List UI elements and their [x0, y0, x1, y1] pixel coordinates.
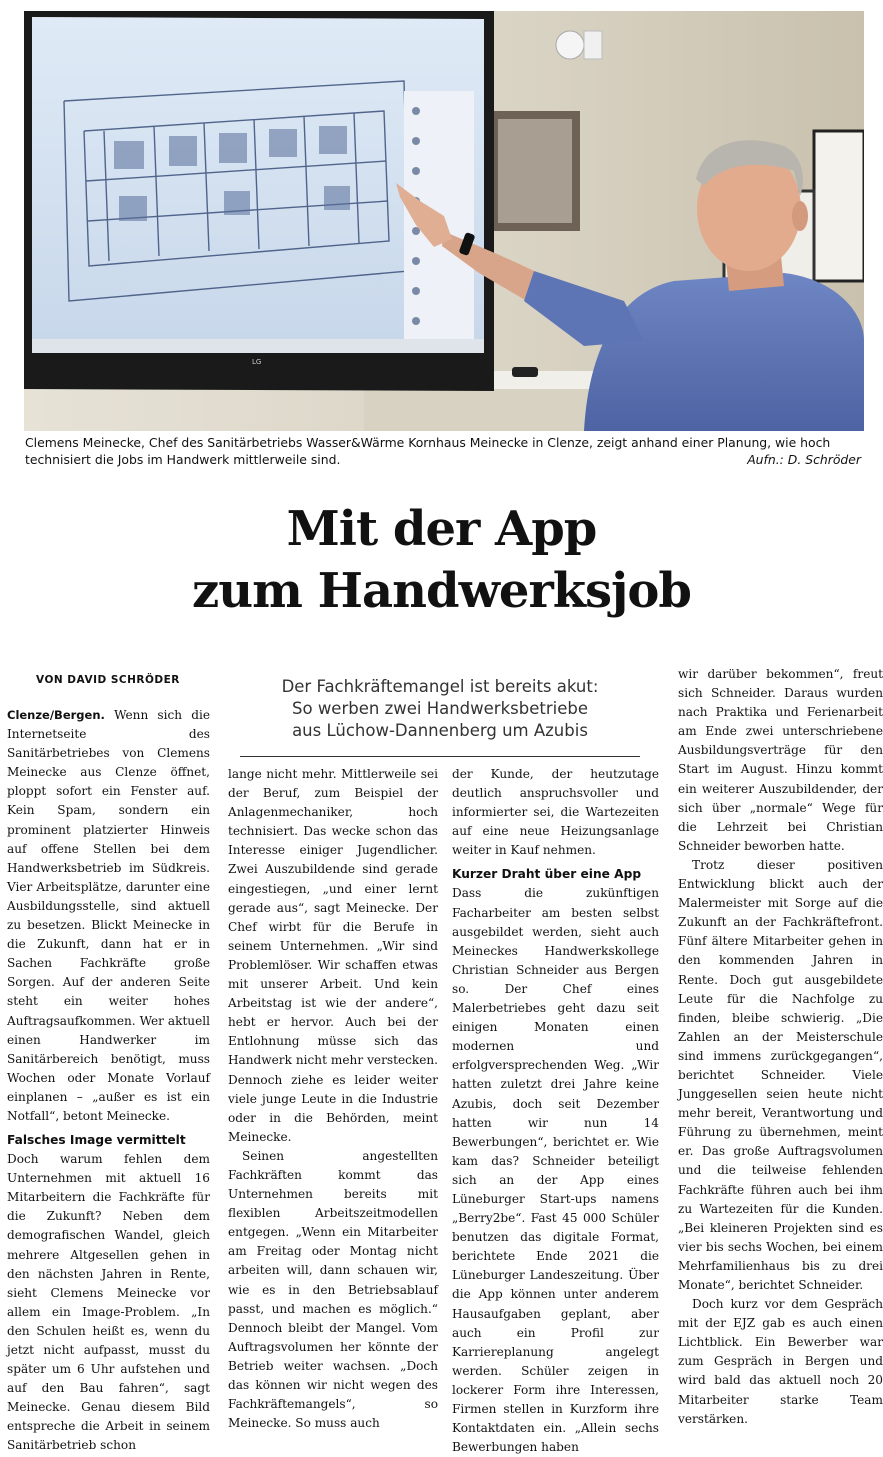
article-photo: [24, 11, 864, 431]
paragraph: Trotz dieser positiven Entwicklung blickt auch der Malermeister mit Sorge auf die Zukunft an der Fachkräftefront. Fünf ältere Mitarbeiter gehen in den kommenden Jahren in Rente. Doch gut ausgebildete Leute für die Nachfolge zu finden, bleibe schwierig. „Die Zahlen an der Meisterschule sind immens zurückgegangen“, berichtet Schneider. Viele Junggesellen seien heute nicht mehr bereit, Verantwortung und Führung zu übernehmen, meint er. Das große Auftragsvolumen und die teilweise fehlenden Fachkräfte führen auch bei ihm zu Wartezeiten für die Kunden. „Bei kleineren Projekten sind es vier bis sechs Wochen, bei einem Mehrfamilienhaus bis zu drei Monate“, berichtet Schneider.: [678, 857, 883, 1292]
dateline: Clenze/Bergen.: [7, 708, 105, 722]
paragraph: Seinen angestellten Fachkräften kommt das Unternehmen bereits mit flexiblen Arbeitszeitmodellen entgegen. „Wenn ein Mitarbeiter am Freitag oder Montag nicht arbeiten will, dann schauen wir, wie es in den Betriebsablauf passt, und machen es möglich.“ Dennoch bleibt der Mangel. Vom Auftragsvolumen her könnte der Betrieb weiter wachsen. „Doch das können wir nicht wegen des Fachkräftemangels“, so Meinecke. So muss auch: [228, 1148, 438, 1431]
article-column-2: [228, 765, 438, 1433]
paragraph: [7, 706, 210, 1126]
article-column-4: [678, 665, 883, 1429]
paragraph: lange nicht mehr. Mittlerweile sei der Beruf, zum Beispiel der Anlagenmechaniker, hoch technisiert. Das wecke schon das Interesse einiger Jugendlicher. Zwei Auszubildende sind gerade eingestiegen, „und einer lernt gerade aus“, sagt Meinecke. Der Chef wirbt für die Berufe in seinem Unternehmen. „Wir sind Problemlöser. Wir schaffen etwas mit unserer Arbeit. Und kein Arbeitstag ist wie der andere“, hebt er hervor. Auch bei der Entlohnung müsse sich das Handwerk nicht mehr verstecken. Dennoch ziehe es leider weiter viele junge Leute in die Industrie oder in die Behörden, meint Meinecke.: [228, 767, 438, 1144]
paragraph: Doch warum fehlen dem Unternehmen mit aktuell 16 Mitarbeitern die Fachkräfte für die Zukunft? Neben dem demografischen Wandel, gleich mehrere Altgesellen gehen in den nächsten Jahren in Rente, sieht Clemens Meinecke vor allem ein Image-Problem. „In den Schulen heißt es, wenn du jetzt nicht aufpasst, musst du später um 6 Uhr aufstehen und auf den Bau fahren“, sagt Meinecke. Genau diesem Bild entspreche die Arbeit in seinem Sanitärbetrieb schon: [7, 1152, 210, 1453]
photo-credit: Aufn.: D. Schröder: [747, 452, 861, 467]
paragraph: der Kunde, der heutzutage deutlich anspruchsvoller und informierter sei, die Wartezeiten auf eine neue Heizungsanlage weiter in Kauf nehmen.: [452, 767, 659, 858]
headline: [0, 498, 883, 622]
subhead-line1: Der Fachkräftemangel ist bereits akut:: [281, 677, 599, 696]
paragraph: Dass die zukünftigen Facharbeiter am besten selbst ausgebildet werden, sieht auch Meineckes Handwerkskollege Christian Schneider aus Bergen so. Der Chef eines Malerbetriebes geht dazu seit einigen Monaten einen modernen und erfolgversprechenden Weg. „Wir hatten zuletzt drei Jahre keine Azubis, doch seit Dezember hatten wir nun 14 Bewerbungen“, berichtet er. Wie kam das? Schneider beteiligt sich an der App eines Lüneburger Start-ups namens „Berry2be“. Fast 45 000 Schüler benutzen das digitale Format, berichtete Ende 2021 die Lüneburger Landeszeitung. Über die App können unter anderem Hausaufgaben geplant, aber auch ein Profil zur Karriereplanung angelegt werden. Schüler zeigen in lockerer Form ihre Interessen, Firmen stellen in Kurzform ihre Kontaktdaten ein. „Allein sechs Bewerbungen haben: [452, 886, 659, 1455]
article-column-3: [452, 765, 659, 1457]
section-heading: Kurzer Draht über eine App: [452, 867, 642, 882]
caption-text: Clemens Meinecke, Chef des Sanitärbetriebs Wasser&Wärme Kornhaus Meinecke in Clenze, zeigt anhand einer Planung, wie hoch technisiert die Jobs im Handwerk mittlerweile sind.: [25, 435, 831, 467]
subhead-divider: [240, 756, 640, 757]
article-column-1: [7, 706, 210, 1456]
subhead-line2: So werben zwei Handwerksbetriebe: [292, 699, 588, 718]
screen-logo: LG: [252, 358, 262, 366]
paragraph: Doch kurz vor dem Gespräch mit der EJZ gab es auch einen Lichtblick. Ein Bewerber war zum Gespräch in Bergen und wird bald das aktuell noch 20 Mitarbeiter starke Team verstärken.: [678, 1297, 883, 1426]
byline: VON DAVID SCHRÖDER: [36, 674, 180, 686]
photo-caption: [25, 434, 865, 468]
subheadline: [240, 676, 640, 742]
paragraph: wir darüber bekommen“, freut sich Schneider. Daraus wurden nach Praktika und Ferienarbeit am Ende zwei unterschriebene Ausbildungsverträge für den Start im August. Hinzu kommt ein weiterer Auszubildender, der sich über „normale“ Wege für die Lehrzeit bei Christian Schneider beworben hatte.: [678, 667, 883, 853]
subhead-line3: aus Lüchow-Dannenberg um Azubis: [292, 721, 588, 740]
section-heading: Falsches Image vermittelt: [7, 1133, 186, 1148]
headline-line2: zum Handwerksjob: [192, 563, 691, 619]
photo-image: [24, 11, 864, 431]
paragraph-text: Wenn sich die Internetseite des Sanitärbetriebes von Clemens Meinecke aus Clenze öffnet, ploppt sofort ein Fenster auf. Kein Spam, sondern ein prominent platzierter Hinweis auf offene Stellen bei dem Handwerksbetrieb im Südkreis. Vier Arbeitsplätze, darunter eine Ausbildungsstelle, sind aktuell zu besetzen. Blickt Meinecke in die Zukunft, dann hat er in Sachen Fachkräfte große Sorgen. Auf der anderen Seite steht ein weiter hohes Auftragsaufkommen. Wer aktuell einen Handwerker im Sanitärbereich benötigt, muss Wochen oder Monate Vorlauf einplanen – „außer es ist ein Notfall“, betont Meinecke.: [7, 708, 210, 1123]
headline-line1: Mit der App: [286, 501, 597, 557]
